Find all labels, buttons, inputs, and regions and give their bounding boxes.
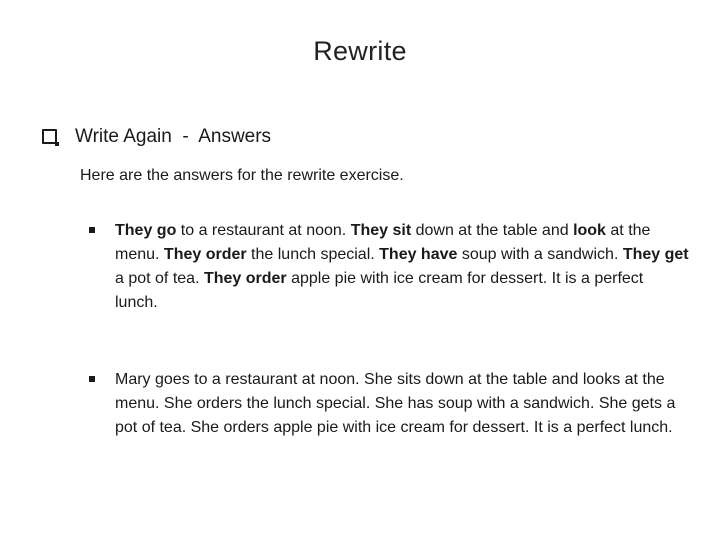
answer-verb-bold: They order	[163, 246, 247, 263]
answer-list-plural	[89, 219, 689, 315]
answer-text-segment: at the menu.	[115, 222, 651, 263]
answer-item	[89, 219, 689, 315]
slide-title: Rewrite	[313, 36, 407, 66]
answer-text	[115, 222, 689, 311]
answer-verb-bold: They go	[115, 222, 177, 239]
answer-verb-bold: They have	[379, 246, 458, 263]
answer-text-segment: soup with a sandwich.	[457, 246, 623, 263]
section-heading-text: Write Again - Answers	[75, 126, 272, 147]
square-outline-bullet-icon	[42, 129, 57, 144]
answer-list-singular	[89, 368, 689, 440]
answer-text	[115, 371, 675, 436]
answer-item	[89, 368, 689, 440]
square-bullet-icon	[89, 227, 95, 233]
answer-verb-bold: They sit	[350, 222, 412, 239]
answer-text-segment: Mary goes to a restaurant at noon. She sits down at the table and looks at the menu. She orders the lunch special. She has soup with a sandwich. She gets a pot of tea. She orders apple pie with ice cream for dessert. It is a perfect lunch.	[115, 371, 676, 436]
answer-text-segment: a pot of tea.	[115, 270, 204, 287]
answer-text-segment: the lunch special.	[246, 246, 380, 263]
answer-verb-bold: They get	[622, 246, 689, 263]
answer-verb-bold: look	[573, 222, 606, 239]
square-bullet-icon	[89, 376, 95, 382]
section-heading	[42, 126, 271, 148]
answer-text-segment: to a restaurant at noon.	[176, 222, 351, 239]
answer-text-segment: down at the table and	[411, 222, 574, 239]
answer-verb-bold: They order	[203, 270, 287, 287]
intro-text: Here are the answers for the rewrite exercise.	[80, 167, 404, 184]
answer-text-segment: apple pie with ice cream for dessert. It is a perfect lunch.	[115, 270, 644, 311]
